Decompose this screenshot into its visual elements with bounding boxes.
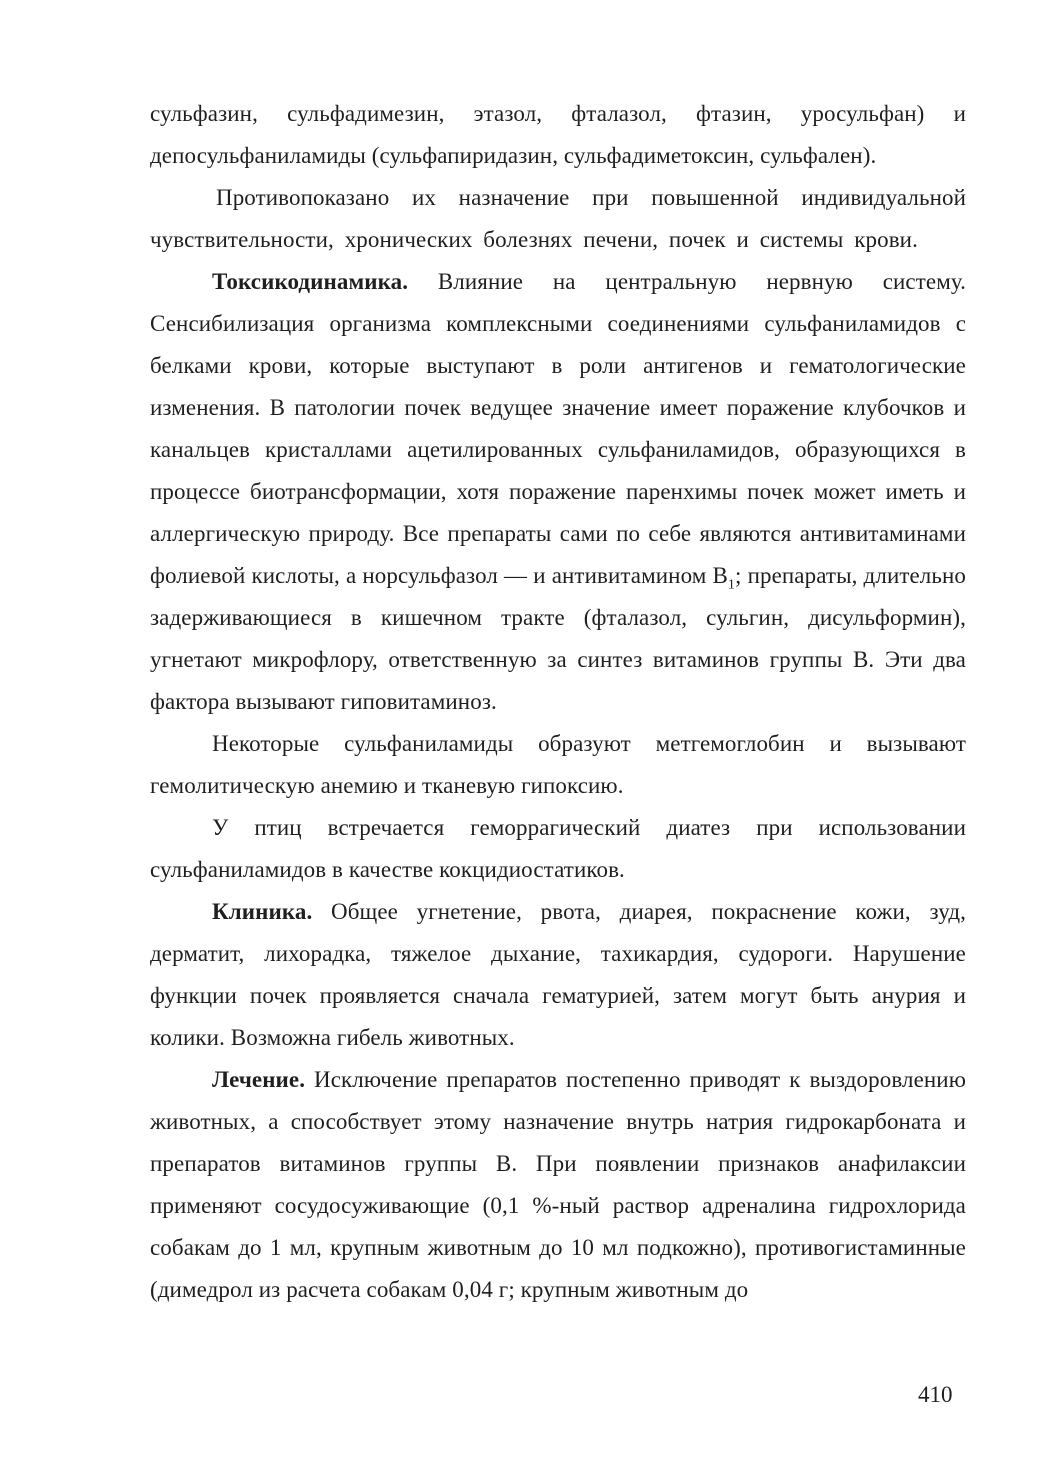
section-heading-clinic: Клиника. [212, 899, 313, 924]
paragraph-treatment [150, 1059, 966, 1311]
section-heading-treatment: Лечение. [212, 1067, 306, 1092]
paragraph-birds: У птиц встречается геморрагический диатез при использовании сульфаниламидов в качестве кокцидиостатиков. [150, 815, 966, 882]
paragraph-contraindications: Противопоказано их назначение при повышенной индивидуальной чувствительности, хронических болезнях печени, почек и системы крови. [150, 185, 966, 252]
paragraph-clinic [150, 891, 966, 1059]
paragraph-toxicodynamics [150, 261, 966, 723]
toxicodynamics-text-part2: ; препараты, длительно задерживающиеся в кишечном тракте (фталазол, сульгин, дисульформин), угнетают микрофлору, ответственную за синтез витаминов группы В. Эти два фактора вызывают гиповитаминоз. [150, 563, 966, 714]
treatment-text: Исключение препаратов постепенно приводят к выздоровлению животных, а способствует этому назначение внутрь натрия гидрокарбоната и препаратов витаминов группы В. При появлении признаков анафилаксии применяют сосудосуживающие (0,1 %-ный раствор адреналина гидрохлорида собакам до 1 мл, крупным животным до 10 мл подкожно), противогистаминные (димедрол из расчета собакам 0,04 г; крупным животным до [150, 1067, 966, 1302]
paragraph-sulfonamide-list: сульфазин, сульфадимезин, этазол, фталазол, фтазин, уросульфан) и депосульфаниламиды (сульфапиридазин, сульфадиметоксин, сульфален). [150, 101, 966, 168]
section-heading-toxicodynamics: Токсикодинамика. [212, 269, 409, 294]
page-number: 410 [918, 1382, 953, 1407]
toxicodynamics-text-part1: Влияние на центральную нервную систему. Сенсибилизация организма комплексными соединениями сульфаниламидов с белками крови, которые выступают в роли антигенов и гематологические изменения. В патологии почек ведущее значение имеет поражение клубочков и канальцев кристаллами ацетилированных сульфаниламидов, образующихся в процессе биотрансформации, хотя поражение паренхимы почек может иметь и аллергическую природу. Все препараты сами по себе являются антивитаминами фолиевой кислоты, а норсульфазол — и антивитамином В [150, 269, 966, 588]
vitamin-b-subscript: 1 [727, 577, 736, 593]
paragraph-methemoglobin: Некоторые сульфаниламиды образуют метгемоглобин и вызывают гемолитическую анемию и тканевую гипоксию. [150, 731, 966, 798]
page-body [150, 93, 966, 1311]
clinic-text: Общее угнетение, рвота, диарея, покраснение кожи, зуд, дерматит, лихорадка, тяжелое дыхание, тахикардия, судороги. Нарушение функции почек проявляется сначала гематурией, затем могут быть анурия и колики. Возможна гибель животных. [150, 899, 966, 1050]
